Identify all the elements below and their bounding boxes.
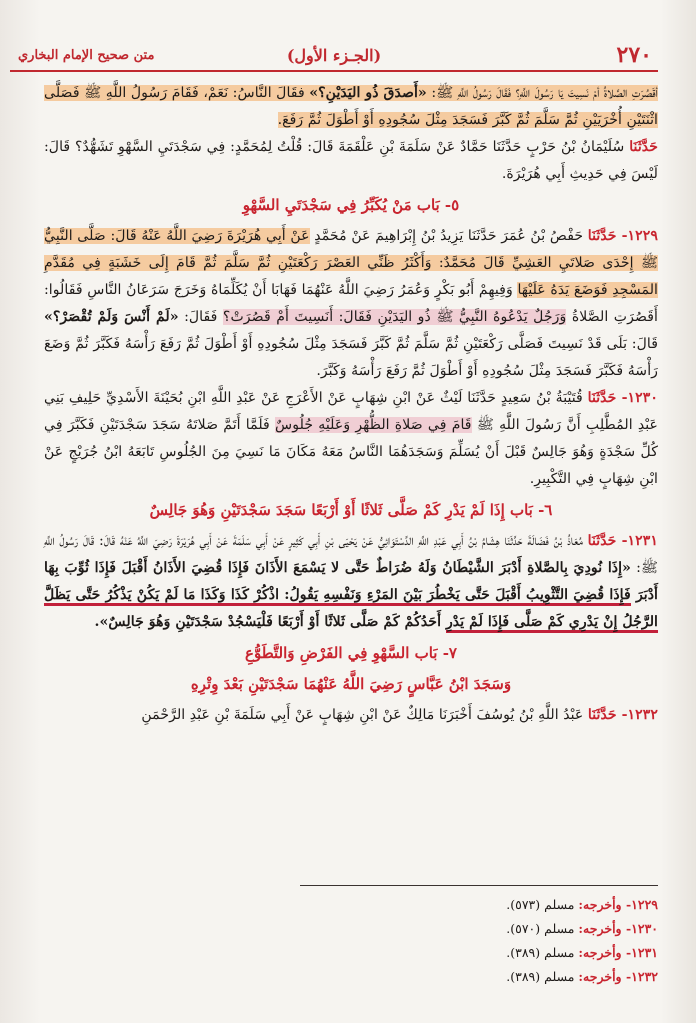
page-body xyxy=(44,80,658,729)
footnote-text: مسلم (٥٧٠). xyxy=(506,921,579,936)
text-segment: حَفْصُ بْنُ عُمَرَ حَدَّثَنَا يَزِيدُ بْنُ إِبْرَاهِيمَ عَنْ مُحَمَّدٍ xyxy=(309,228,588,244)
text-segment: قَالَ: بَلَى قَدْ نَسِيتَ فَصَلَّى رَكْعَتَيْنِ ثُمَّ سَلَّمَ ثُمَّ كَبَّرَ فَسَجَدَ مِثْلَ سُجُودِهِ أَوْ أَطْوَلَ ثُمَّ رَفَعَ رَأْسَهُ فَكَبَّرَ ثُمَّ وَضَعَ رَأْسَهُ فَكَبَّرَ فَسَجَدَ مِثْلَ سُجُودِهِ أَوْ أَطْوَلَ ثُمَّ رَفَعَ رَأْسَهُ وَكَبَّرَ. xyxy=(44,336,658,379)
hadith-number: ١٢٣١- حَدَّثَنَا xyxy=(587,533,658,549)
footnotes xyxy=(300,893,658,989)
hadith-paragraph xyxy=(44,528,658,636)
hadith-paragraph xyxy=(44,702,658,729)
footnote xyxy=(300,917,658,941)
chapter-heading: ٧- بَاب السَّهْوِ فِي الفَرْضِ وَالتَّطَوُّعِ xyxy=(245,644,457,662)
page-header xyxy=(10,40,658,74)
text-segment: عَبْدُ اللَّهِ بْنُ يُوسُفَ أَخْبَرَنَا مَالِكٌ عَنْ ابْنِ شِهَابٍ عَنْ أَبِي سَلَمَةَ بْنِ عَبْدِ الرَّحْمَنِ xyxy=(141,707,588,723)
hadith-paragraph xyxy=(44,385,658,493)
hadith-number: ١٢٣٠- حَدَّثَنَا xyxy=(587,390,658,406)
text-segment: أَحَدُكُمْ كَمْ صَلَّى ثَلاثًا أَوْ أَرْبَعًا فَلْيَسْجُدْ سَجْدَتَيْنِ وَهُوَ جَالِسٌ». xyxy=(94,614,446,630)
hadith-number: ١٢٣٢- حَدَّثَنَا xyxy=(587,707,658,723)
page-number: ٢٧٠ xyxy=(616,42,652,68)
text-segment: وَفِيهِمْ أَبُو بَكْرٍ وَعُمَرُ رَضِيَ اللَّهُ عَنْهُمَا فَهَابَا أَنْ يُكَلِّمَاهُ وَخَرَجَ سَرَعَانُ النَّاسِ فَقَالُوا: أَقَصُرَتِ الصَّلاةُ xyxy=(44,282,658,325)
text-segment: عَنْ أَبِي هُرَيْرَةَ رَضِيَ اللَّهُ عَنْهُ قَالَ: صَلَّى النَّبِيُّ ﷺ إِحْدَى صَلاتَيِ العَشِيِّ قَالَ مُحَمَّدٌ: وَأَكْثَرُ ظَنِّي العَصْرَ رَكْعَتَيْنِ ثُمَّ سَلَّمَ ثُمَّ قَامَ إِلَى خَشَبَةٍ فِي مُقَدَّمِ المَسْجِدِ فَوَضَعَ يَدَهُ عَلَيْهَا xyxy=(44,228,658,298)
part-title: (الجـزء الأول) xyxy=(286,46,382,65)
text-segment: «أَصدَقَ ذُو اليَدَيْنِ؟» xyxy=(309,85,427,101)
text-segment: فَلَمَّا أَتَمَّ صَلاتَهُ سَجَدَ سَجْدَتَيْنِ فَكَبَّرَ فِي كُلِّ سَجْدَةٍ وَهُوَ جَالِسٌ قَبْلَ أَنْ يُسَلِّمَ وَسَجَدَهُمَا النَّاسُ مَعَهُ مَكَانَ مَا نَسِيَ مِنَ الجُلُوسِ تَابَعَهُ ابْنُ جُرَيْجٍ عَنْ ابْنِ شِهَابٍ فِي التَّكْبِيرِ. xyxy=(44,417,658,487)
footnote-number: ١٢٣٠- وأخرجه: xyxy=(578,921,658,936)
footnote-rule xyxy=(300,885,658,886)
book-title: متن صحيح الإمام البخاري xyxy=(18,48,155,63)
chapter-heading: ٥- بَاب مَنْ يُكَبِّرُ فِي سَجْدَتَيِ السَّهْوِ xyxy=(242,196,460,214)
hadith-paragraph xyxy=(44,134,658,188)
footnote-number: ١٢٣٢- وأخرجه: xyxy=(578,969,658,984)
hadith-number: حَدَّثَنَا xyxy=(629,139,658,155)
footnote-text: مسلم (٣٨٩). xyxy=(506,945,579,960)
text-segment: فَإِذَا قُضِيَ التَّثْوِيبُ أَقْبَلَ حَتَّى يَخْطُرَ بَيْنَ المَرْءِ وَنَفْسِهِ يَقُولُ: اذْكُرْ كَذَا وَكَذَا مَا لَمْ يَكُنْ يَذْكُرُ حَتَّى يَظَلَّ الرَّجُلُ إِنْ يَدْرِي كَمْ صَلَّى فَإِذَا لَمْ يَدْرِ xyxy=(44,587,658,633)
text-segment: سُلَيْمَانُ بْنُ حَرْبٍ حَدَّثَنَا حَمَّادٌ عَنْ سَلَمَةَ بْنِ عَلْقَمَةَ قَالَ: قُلْتُ لِمُحَمَّدٍ: فِي سَجْدَتَيِ السَّهْوِ تَشَهُّدٌ؟ قَالَ: لَيْسَ فِي حَدِيثِ أَبِي هُرَيْرَةَ. xyxy=(44,139,658,182)
text-segment: قَامَ فِي صَلاةِ الظُّهْرِ وَعَلَيْهِ جُلُوسٌ xyxy=(274,417,472,433)
hadith-paragraph xyxy=(44,80,658,134)
text-segment: «إِذَا نُودِيَ بِالصَّلاةِ أَدْبَرَ الشَّيْطَانُ وَلَهُ ضُرَاطٌ حَتَّى لا يَسْمَعَ الأَذَانَ فَإِذَا قُضِيَ الأَذَانُ أَقْبَلَ فَإِذَا ثُوِّبَ بِهَا أَدْبَرَ xyxy=(44,560,659,603)
chapter-heading: ٦- بَاب إِذَا لَمْ يَدْرِ كَمْ صَلَّى ثَلاثًا أَوْ أَرْبَعًا سَجَدَ سَجْدَتَيْنِ وَهُوَ جَالِسٌ xyxy=(149,501,553,519)
footnote-text: مسلم (٣٨٩). xyxy=(506,969,579,984)
footnote-number: ١٢٢٩- وأخرجه: xyxy=(578,897,658,912)
footnote xyxy=(300,893,658,917)
hadith-number: ١٢٢٩- حَدَّثَنَا xyxy=(587,228,658,244)
hadith-paragraph xyxy=(44,223,658,385)
footnote xyxy=(300,941,658,965)
text-segment: مُعَاذُ بْنُ فَضَالَةَ حَدَّثَنَا هِشَامُ بْنُ أَبِي عَبْدِ اللَّهِ الدَّسْتَوَائِيُّ عَنْ يَحْيَى بْنِ أَبِي كَثِيرٍ عَنْ أَبِي سَلَمَةَ عَنْ أَبِي هُرَيْرَةَ رَضِيَ اللَّهُ عَنْهُ قَالَ: قَالَ رَسُولُ اللَّهِ ﷺ: xyxy=(44,533,658,576)
footnote xyxy=(300,965,658,989)
footnote-number: ١٢٣١- وأخرجه: xyxy=(578,945,658,960)
text-segment: قُتَيْبَةُ بْنُ سَعِيدٍ حَدَّثَنَا لَيْثٌ عَنْ ابْنِ شِهَابٍ عَنْ الأَعْرَجِ عَنْ عَبْدِ اللَّهِ ابْنِ بُحَيْنَةَ الأَسْدِيِّ حَلِيفِ بَنِي عَبْدِ المُطَّلِبِ أَنَّ رَسُولَ اللَّهِ ﷺ xyxy=(44,390,659,433)
text-segment: «لَمْ أَنْسَ وَلَمْ تُقْصَرْ؟» xyxy=(44,309,179,325)
text-segment: فَقَالَ: xyxy=(178,309,223,325)
chapter-heading: وَسَجَدَ ابْنُ عَبَّاسٍ رَضِيَ اللَّهُ عَنْهُمَا سَجْدَتَيْنِ بَعْدَ وِتْرِهِ xyxy=(190,675,512,693)
text-segment: فقَالَ النَّاسُ: نَعَمْ، فَقَامَ رَسُولُ اللَّهِ ﷺ فَصَلَّى اثْنَتَيْنِ أُخْرَيَيْنِ ثُمَّ سَلَّمَ ثُمَّ كَبَّرَ فَسَجَدَ مِثْلَ سُجُودِهِ أَوْ أَطْوَلَ ثُمَّ رَفَعَ. xyxy=(44,85,658,128)
text-segment: أقَصُرَتِ الصَّلاةُ أمْ نَسِيتَ يَا رَسُولَ اللَّهِ؟ فَقَالَ رَسُولُ اللَّهِ ﷺ: xyxy=(426,85,658,101)
text-segment: وَرَجُلٌ يَدْعُوهُ النَّبِيُّ ﷺ ذُو اليَدَيْنِ فَقَالَ: أَنَسِيتَ أَمْ قَصُرَتْ؟ xyxy=(222,309,567,325)
footnote-text: مسلم (٥٧٣). xyxy=(506,897,579,912)
header-rule xyxy=(10,70,658,72)
